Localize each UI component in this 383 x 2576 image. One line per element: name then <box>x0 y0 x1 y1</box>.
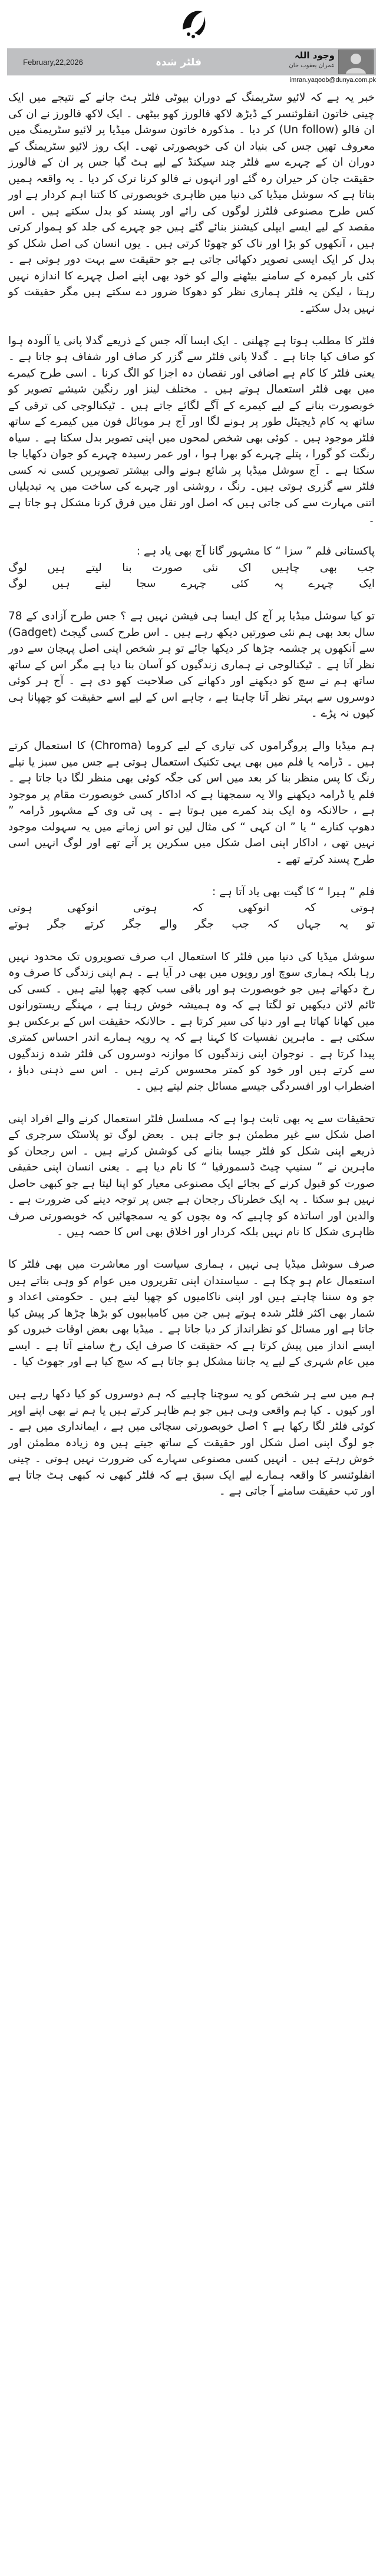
article-paragraph: ہم میں سے ہر شخص کو یہ سوچنا چاہیے کہ ہم دوسروں کو کیا دکھا رہے ہیں اور کیوں ۔ کیا ہم واقعی وہی ہیں جو ہم ظاہر کرتے ہیں یا ہم نے بھی اپنے اوپر کوئی فلٹر لگا رکھا ہے ؟ اصل خوبصورتی سچائی میں ہے ، ایمانداری میں ہے ۔ جو لوگ اپنی اصل شکل اور حقیقت کے ساتھ جیتے ہیں وہ زیادہ مطمئن اور خوش رہتے ہیں ۔ انہیں کسی مصنوعی سہارے کی ضرورت نہیں ہوتی ۔ چینی انفلوئنسر کا واقعہ ہمارے لیے ایک سبق ہے کہ فلٹر کبھی نہ کبھی ہٹ جاتا ہے اور تب حقیقت سامنے آ جاتی ہے ۔ <box>8 1388 375 1498</box>
verse-line: ایک چہرے پہ کئی چہرے سجا لیتے ہیں لوگ <box>8 578 375 590</box>
article-paragraph: فلٹر کا مطلب ہوتا ہے چھلنی ۔ ایک ایسا آلہ جس کے ذریعے گدلا پانی یا آلودہ ہوا کو صاف کیا جاتا ہے ۔ گدلا پانی فلٹر سے گزر کر صاف اور شفاف ہو جاتا ہے ۔ یعنی فلٹر کا کام ہے اضافی اور نقصان دہ اجزا کو الگ کرنا ۔ اسی طرح کیمرے میں بھی فلٹر استعمال ہوتے ہیں ۔ مختلف لینز اور رنگین شیشے تصویر کو خوبصورت بنانے کے لیے کیمرے کے آگے لگائے جاتے ہیں ۔ ٹیکنالوجی کی ترقی کے ساتھ یہ کام ڈیجیٹل طور پر ہونے لگا اور آج ہر موبائل فون میں کیمرے کے ساتھ فلٹر موجود ہیں ۔ کوئی بھی شخص لمحوں میں اپنی تصویر بدل سکتا ہے ۔ سیاہ رنگت کو گورا ، پتلے چہرے کو بھرا ہوا ، اور عمر رسیدہ چہرے کو جوان دکھایا جا سکتا ہے ۔ آج سوشل میڈیا پر شائع ہونے والی بیشتر تصویریں کسی نہ کسی فلٹر سے گزری ہوتی ہیں۔ رنگ ، روشنی اور چہرے کی ساخت میں یہ تبدیلیاں اتنی مہارت سے کی جاتی ہیں کہ اصل اور نقل میں فرق کرنا مشکل ہو جاتا ہے ۔ <box>8 334 375 525</box>
column-banner <box>7 48 376 75</box>
author-email: imran.yaqoob@dunya.com.pk <box>289 77 376 84</box>
author-name: وجود اللہ <box>294 50 335 61</box>
dunya-logo <box>177 4 210 40</box>
article-paragraph: پاکستانی فلم ” سزا “ کا مشہور گانا آج بھی یاد ہے : <box>136 545 375 558</box>
verse-line: تو یہ جہاں کہ جب جگر والے جگر کرتے جگر ہوتے <box>8 918 375 931</box>
article-paragraph: ہم میڈیا والے پروگراموں کی تیاری کے لیے کروما (Chroma) کا استعمال کرتے ہیں ۔ ڈرامہ یا فلم میں بھی یہی تکنیک استعمال ہوتی ہے جس میں سبز یا نیلے رنگ کا پس منظر بنا کر بعد میں اس کی جگہ کوئی بھی منظر لگا دیا جاتا ہے ۔ فلم یا ڈرامہ دیکھنے والا یہ سمجھتا ہے کہ اداکار کسی خوبصورت مقام پر موجود ہے ، حالانکہ وہ ایک بند کمرے میں ہوتا ہے ۔ پی ٹی وی کے مشہور ڈرامہ ” دھوپ کنارے “ یا ” ان کہی “ کی مثال لیں تو اس زمانے میں یہ سہولت موجود نہیں تھی ، اداکار اپنی اصل شکل میں سکرین پر آتے تھے اور لوگ انہیں اسی طرح پسند کرتے تھے ۔ <box>8 740 375 866</box>
article-paragraph: سوشل میڈیا کی دنیا میں فلٹر کا استعمال اب صرف تصویروں تک محدود نہیں رہا بلکہ ہماری سوچ اور رویوں میں بھی در آیا ہے ۔ ہم اپنی زندگی کا صرف وہ رخ دکھاتے ہیں جو خوبصورت ہو اور باقی سب کچھ چھپا لیتے ہیں ۔ کسی کی ٹائم لائن دیکھیں تو لگتا ہے کہ وہ ہمیشہ خوش رہتا ہے ، مہنگے ریستورانوں میں کھانا کھاتا ہے اور دنیا کی سیر کرتا ہے ۔ حالانکہ حقیقت اس کے برعکس ہو سکتی ہے ۔ ماہرین نفسیات کا کہنا ہے کہ یہ رویہ ہمارے اندر احساس کمتری پیدا کرتا ہے ۔ نوجوان اپنی زندگیوں کا موازنہ دوسروں کی فلٹر شدہ زندگیوں سے کرتے ہیں اور خود کو کمتر محسوس کرتے ہیں ۔ اس سے ذہنی دباؤ ، اضطراب اور افسردگی جیسے مسائل جنم لیتے ہیں ۔ <box>8 950 375 1093</box>
article-body <box>8 90 375 1516</box>
author-subtitle: عمران یعقوب خان <box>289 62 335 69</box>
article-paragraph: خبر یہ ہے کہ لائیو سٹریمنگ کے دوران بیوٹی فلٹر ہٹ جانے کے نتیجے میں ایک چینی خاتون انفلوئنسر کے ڈیڑھ لاکھ فالورز کھو بیٹھی ۔ ایک لاکھ فالورز نے ان کی ان فالو (Un follow) کر دیا ۔ مذکورہ خاتون سوشل میڈیا پر لائیو سٹریمنگ میں معروف تھیں جس کی بنیاد ان کی خوبصورتی تھی۔ ایک روز لائیو سٹریمنگ کے دوران ان کے چہرے سے فلٹر چند سیکنڈ کے لیے ہٹ گیا جس پر ان کے فالورز حقیقت جان کر حیران رہ گئے اور انہوں نے فالو کرنا ترک کر دیا ۔ یہ واقعہ ہمیں بتاتا ہے کہ سوشل میڈیا کی دنیا میں ظاہری خوبصورتی کا کتنا اہم کردار ہے اور کس طرح مصنوعی فلٹرز لوگوں کی رائے اور پسند کو بدل سکتے ہیں ۔ اس مقصد کے لیے ایسے ایپلی کیشنز بنائے گئے ہیں جو چہرے کی جلد کو ہموار کرتی ہیں ، آنکھوں کو بڑا اور ناک کو چھوٹا کرتی ہیں ۔ یوں انسان کی اصل شکل کو بدل کر ایک ایسی تصویر دکھائی جاتی ہے جو حقیقت سے بہت دور ہوتی ہے ۔ کئی بار کیمرہ کے سامنے بیٹھنے والے کو خود بھی اپنے اصل چہرے کا اندازہ نہیں رہتا ، لیکن یہ فلٹر ہماری نظر کو دھوکا ضرور دے سکتے ہیں مگر حقیقت کو نہیں بدل سکتے۔ <box>8 91 375 315</box>
article-paragraph: تو کیا سوشل میڈیا پر آج کل ایسا ہی فیشن نہیں ہے ؟ جس طرح آزادی کے 78 سال بعد بھی ہم نئی صورتیں دیکھ رہے ہیں ۔ اس طرح کسی گیجٹ (Gadget) سے آنکھوں پر چشمہ چڑھا کر دیکھا جائے تو ہر شخص اپنی اصل پہچان سے دور نظر آتا ہے ۔ ٹیکنالوجی نے ہماری زندگیوں کو آسان بنا دیا ہے مگر اس کے ساتھ ساتھ ہم نے سچ کو دیکھنے اور دکھانے کی صلاحیت کھو دی ہے ۔ آج ہر کوئی دوسروں سے بہتر نظر آنا چاہتا ہے ، چاہے اس کے لیے اسے حقیقت کو چھپانا ہی کیوں نہ پڑے ۔ <box>8 610 375 720</box>
publish-date: February,22,2026 <box>23 57 83 67</box>
author-photo <box>338 50 374 74</box>
verse-line: جب بھی چاہیں اک نئی صورت بنا لیتے ہیں لوگ <box>8 561 375 574</box>
article-paragraph: فلم ” ہیرا “ کا گیت بھی یاد آتا ہے : <box>212 885 375 898</box>
article-paragraph: صرف سوشل میڈیا ہی نہیں ، ہماری سیاست اور معاشرت میں بھی فلٹر کا استعمال عام ہو چکا ہے ۔ سیاستدان اپنی تقریروں میں عوام کو وہی بتاتے ہیں جو وہ سننا چاہتے ہیں اور اپنی ناکامیوں کو چھپا لیتے ہیں ۔ حکومتی اعداد و شمار بھی اکثر فلٹر شدہ ہوتے ہیں جن میں کامیابیوں کو بڑھا چڑھا کر پیش کیا جاتا ہے اور مسائل کو نظرانداز کر دیا جاتا ہے ۔ میڈیا بھی بعض اوقات خبروں کو ایسے انداز میں پیش کرتا ہے کہ حقیقت کا صرف ایک رخ سامنے آتا ہے ۔ ایسے میں عام شہری کے لیے یہ جاننا مشکل ہو جاتا ہے کہ سچ کیا ہے اور جھوٹ کیا ۔ <box>8 1258 375 1368</box>
article-paragraph: تحقیقات سے یہ بھی ثابت ہوا ہے کہ مسلسل فلٹر استعمال کرنے والے افراد اپنی اصل شکل سے غیر مطمئن ہو جاتے ہیں ۔ بعض لوگ تو پلاسٹک سرجری کے ذریعے اپنی شکل کو فلٹر جیسا بنانے کی کوشش کرتے ہیں ۔ اس رجحان کو ماہرین نے ” سنیپ چیٹ ڈسمورفیا “ کا نام دیا ہے ۔ یعنی انسان اپنی حقیقی صورت کو قبول کرنے کے بجائے ایک مصنوعی معیار کو اپنا لیتا ہے جو کبھی حاصل نہیں ہو سکتا ۔ یہ ایک خطرناک رجحان ہے جس پر توجہ دینے کی ضرورت ہے ۔ والدین اور اساتذہ کو چاہیے کہ وہ بچوں کو یہ سمجھائیں کہ خوبصورتی صرف ظاہری شکل کا نام نہیں بلکہ کردار اور اخلاق بھی اس کا حصہ ہیں ۔ <box>8 1112 375 1238</box>
byline <box>240 48 376 75</box>
verse-line: ہوتی کہ انوکھی کہ ہوتی انوکھی ہوتی <box>8 902 375 914</box>
column-title: فلٹر شدہ <box>155 56 202 68</box>
